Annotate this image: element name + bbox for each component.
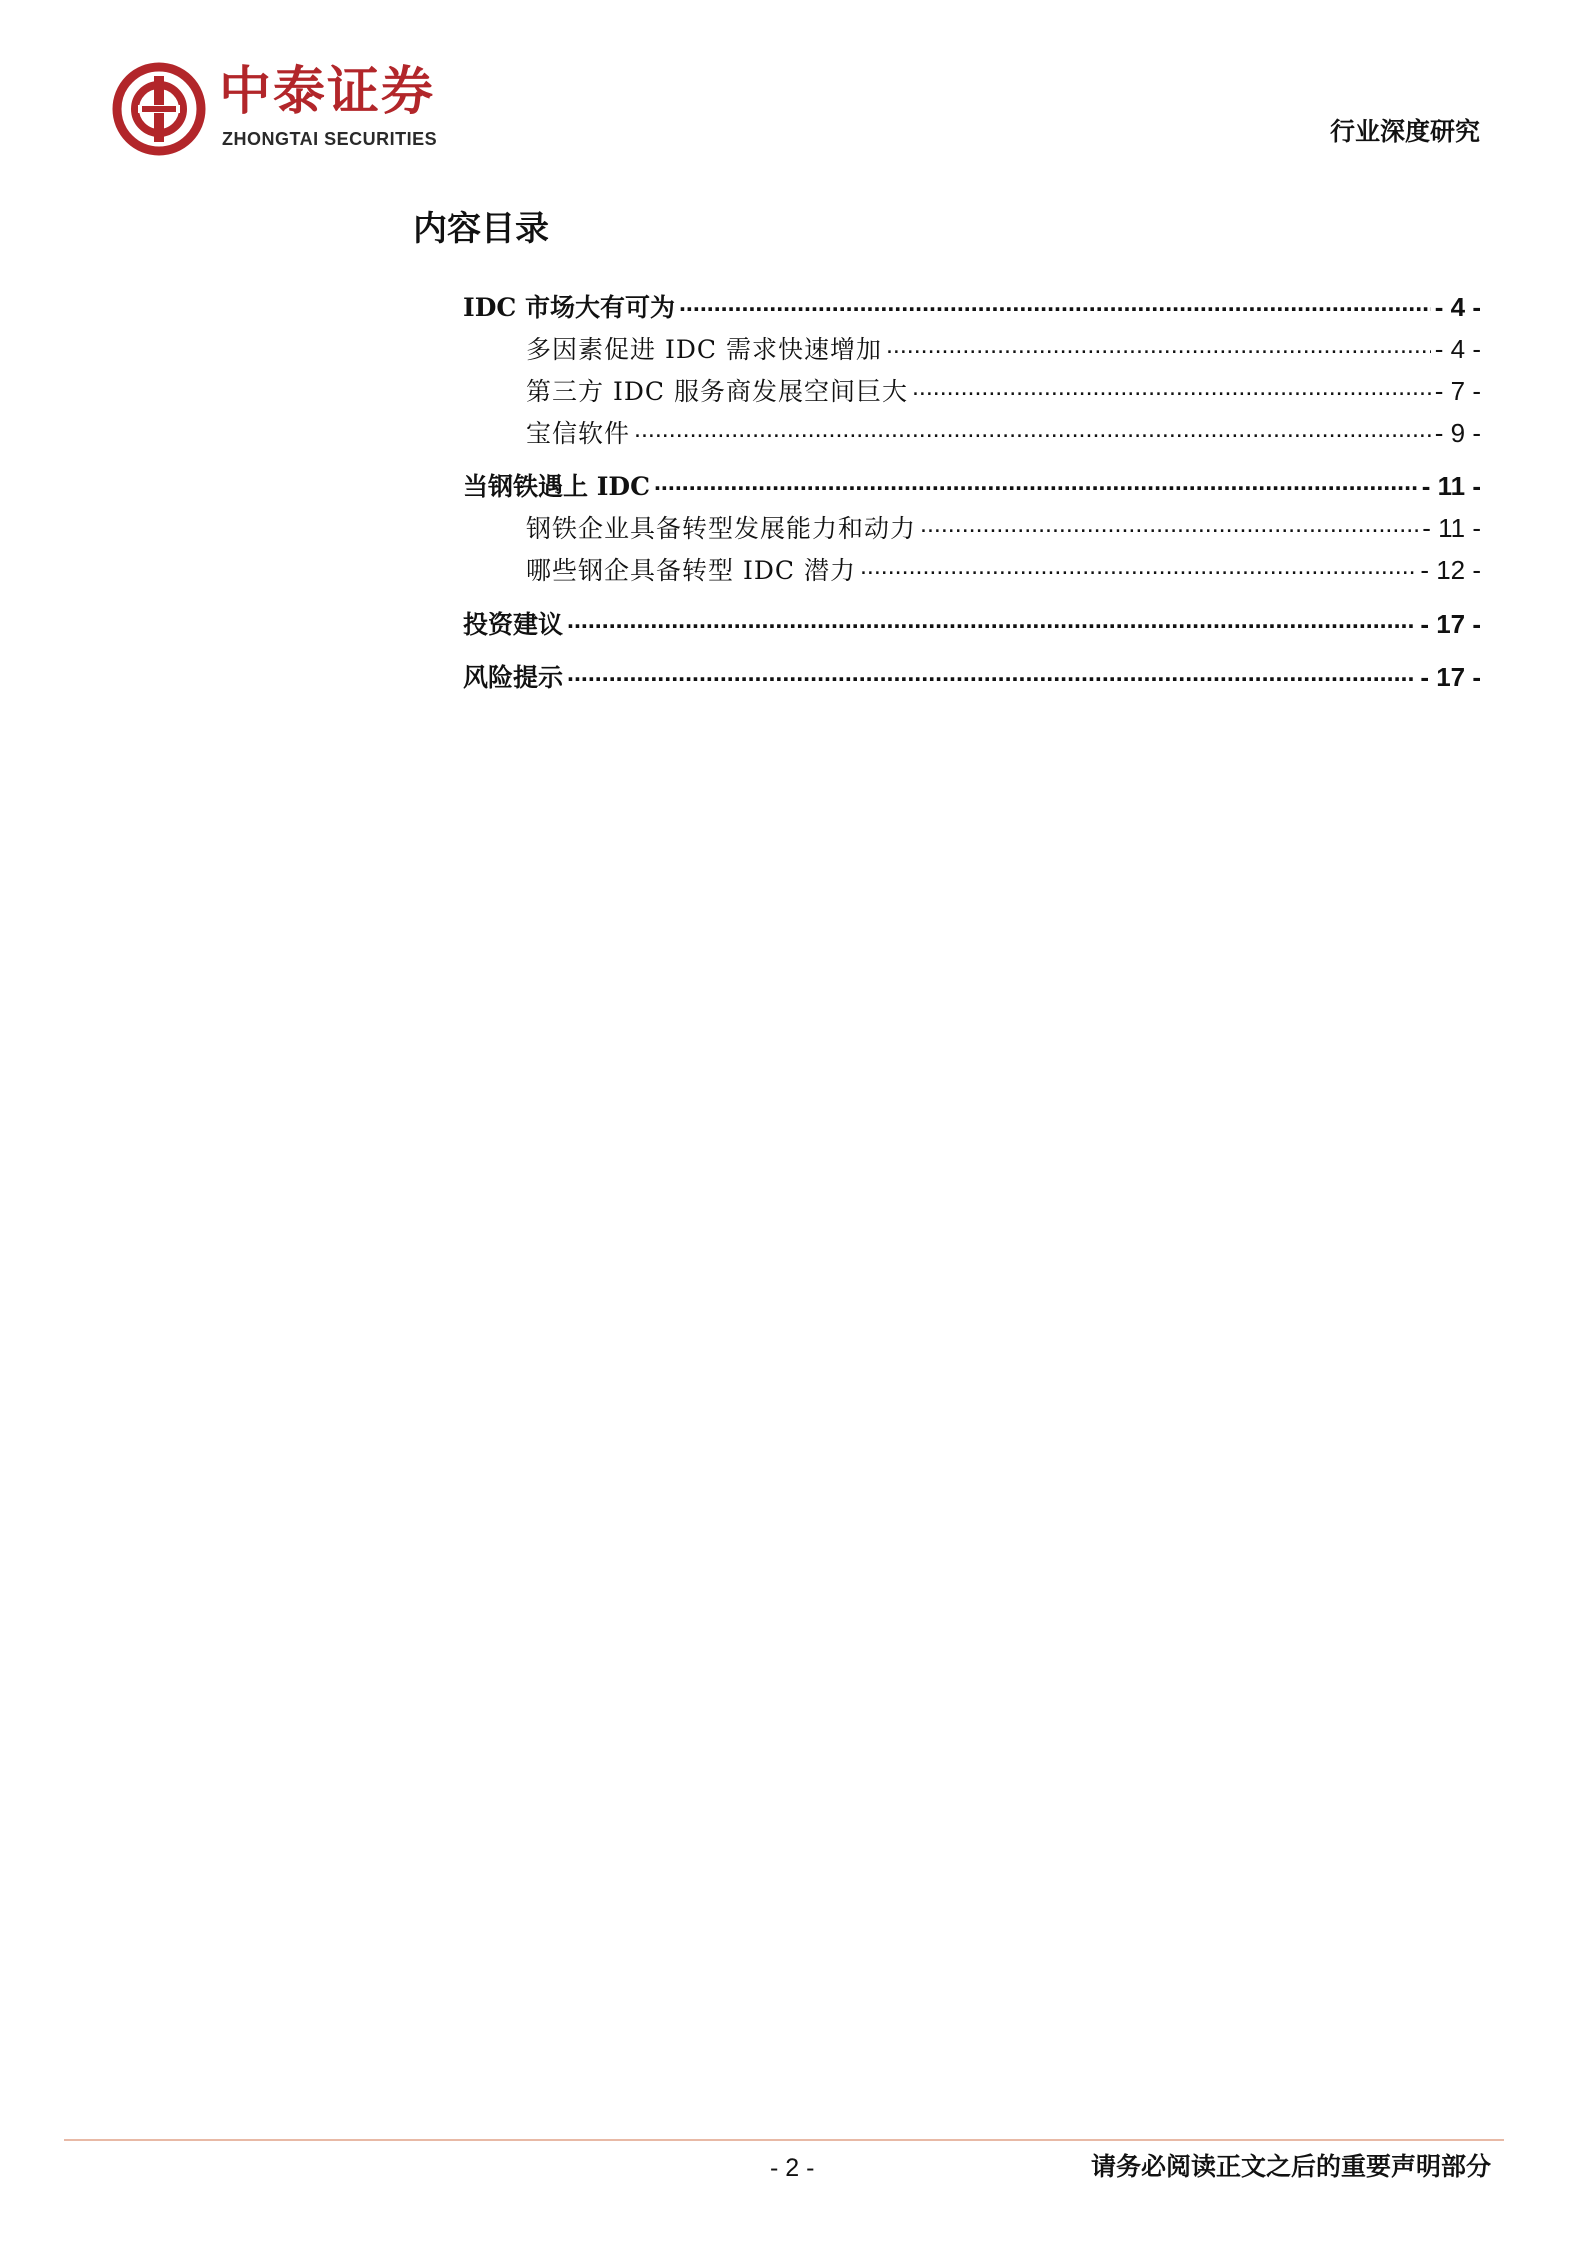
footer-disclaimer: 请务必阅读正文之后的重要声明部分 <box>1090 2152 1491 2181</box>
toc-leader-dots <box>679 290 1431 316</box>
toc-entry[interactable] <box>526 416 1481 450</box>
toc-entry-label: 风险提示 <box>463 663 564 692</box>
toc-entry[interactable] <box>526 374 1481 408</box>
toc-entry-page: - 17 - <box>1420 609 1481 639</box>
toc-entry-label: 多因素促进 IDC 需求快速增加 <box>526 335 882 364</box>
toc-entry-page: - 11 - <box>1421 471 1481 501</box>
toc-entry-page: - 7 - <box>1434 376 1481 406</box>
logo-chinese-name: 中泰证券 <box>219 62 436 122</box>
toc-leader-dots <box>920 511 1418 537</box>
table-of-contents <box>0 0 1586 720</box>
report-type-label: 行业深度研究 <box>1329 117 1480 146</box>
toc-entry[interactable] <box>463 607 1481 641</box>
toc-entry[interactable] <box>526 511 1481 545</box>
toc-entry-page: - 4 - <box>1434 292 1481 322</box>
toc-leader-dots <box>567 660 1416 686</box>
toc-leader-dots <box>654 469 1418 495</box>
toc-entry-page: - 11 - <box>1422 513 1481 543</box>
footer-divider <box>64 2139 1504 2141</box>
toc-entry-label: 第三方 IDC 服务商发展空间巨大 <box>526 377 908 406</box>
toc-leader-dots <box>886 332 1431 358</box>
toc-entry-page: - 9 - <box>1434 418 1481 448</box>
toc-entry-page: - 4 - <box>1434 334 1481 364</box>
toc-entry[interactable] <box>526 332 1481 366</box>
toc-entry-label: IDC 市场大有可为 <box>463 293 675 322</box>
toc-leader-dots <box>634 416 1431 442</box>
toc-leader-dots <box>567 607 1416 633</box>
toc-entry-label: 宝信软件 <box>526 419 631 448</box>
toc-entry-page: - 12 - <box>1420 555 1481 585</box>
toc-title: 内容目录 <box>413 209 549 249</box>
toc-entry-label: 投资建议 <box>463 610 564 639</box>
toc-entry-label: 当钢铁遇上 IDC <box>463 472 650 501</box>
toc-entry-page: - 17 - <box>1420 662 1481 692</box>
toc-entry-label: 钢铁企业具备转型发展能力和动力 <box>526 514 917 543</box>
logo-english-name: ZHONGTAI SECURITIES <box>222 129 438 149</box>
toc-entry[interactable] <box>463 469 1481 503</box>
toc-leader-dots <box>912 374 1431 400</box>
toc-entry[interactable] <box>463 660 1481 694</box>
toc-entry[interactable] <box>526 553 1481 587</box>
footer-page-number: - 2 - <box>770 2154 815 2182</box>
toc-entry-label: 哪些钢企具备转型 IDC 潜力 <box>526 556 856 585</box>
toc-entry[interactable] <box>463 290 1481 324</box>
toc-leader-dots <box>860 553 1416 579</box>
